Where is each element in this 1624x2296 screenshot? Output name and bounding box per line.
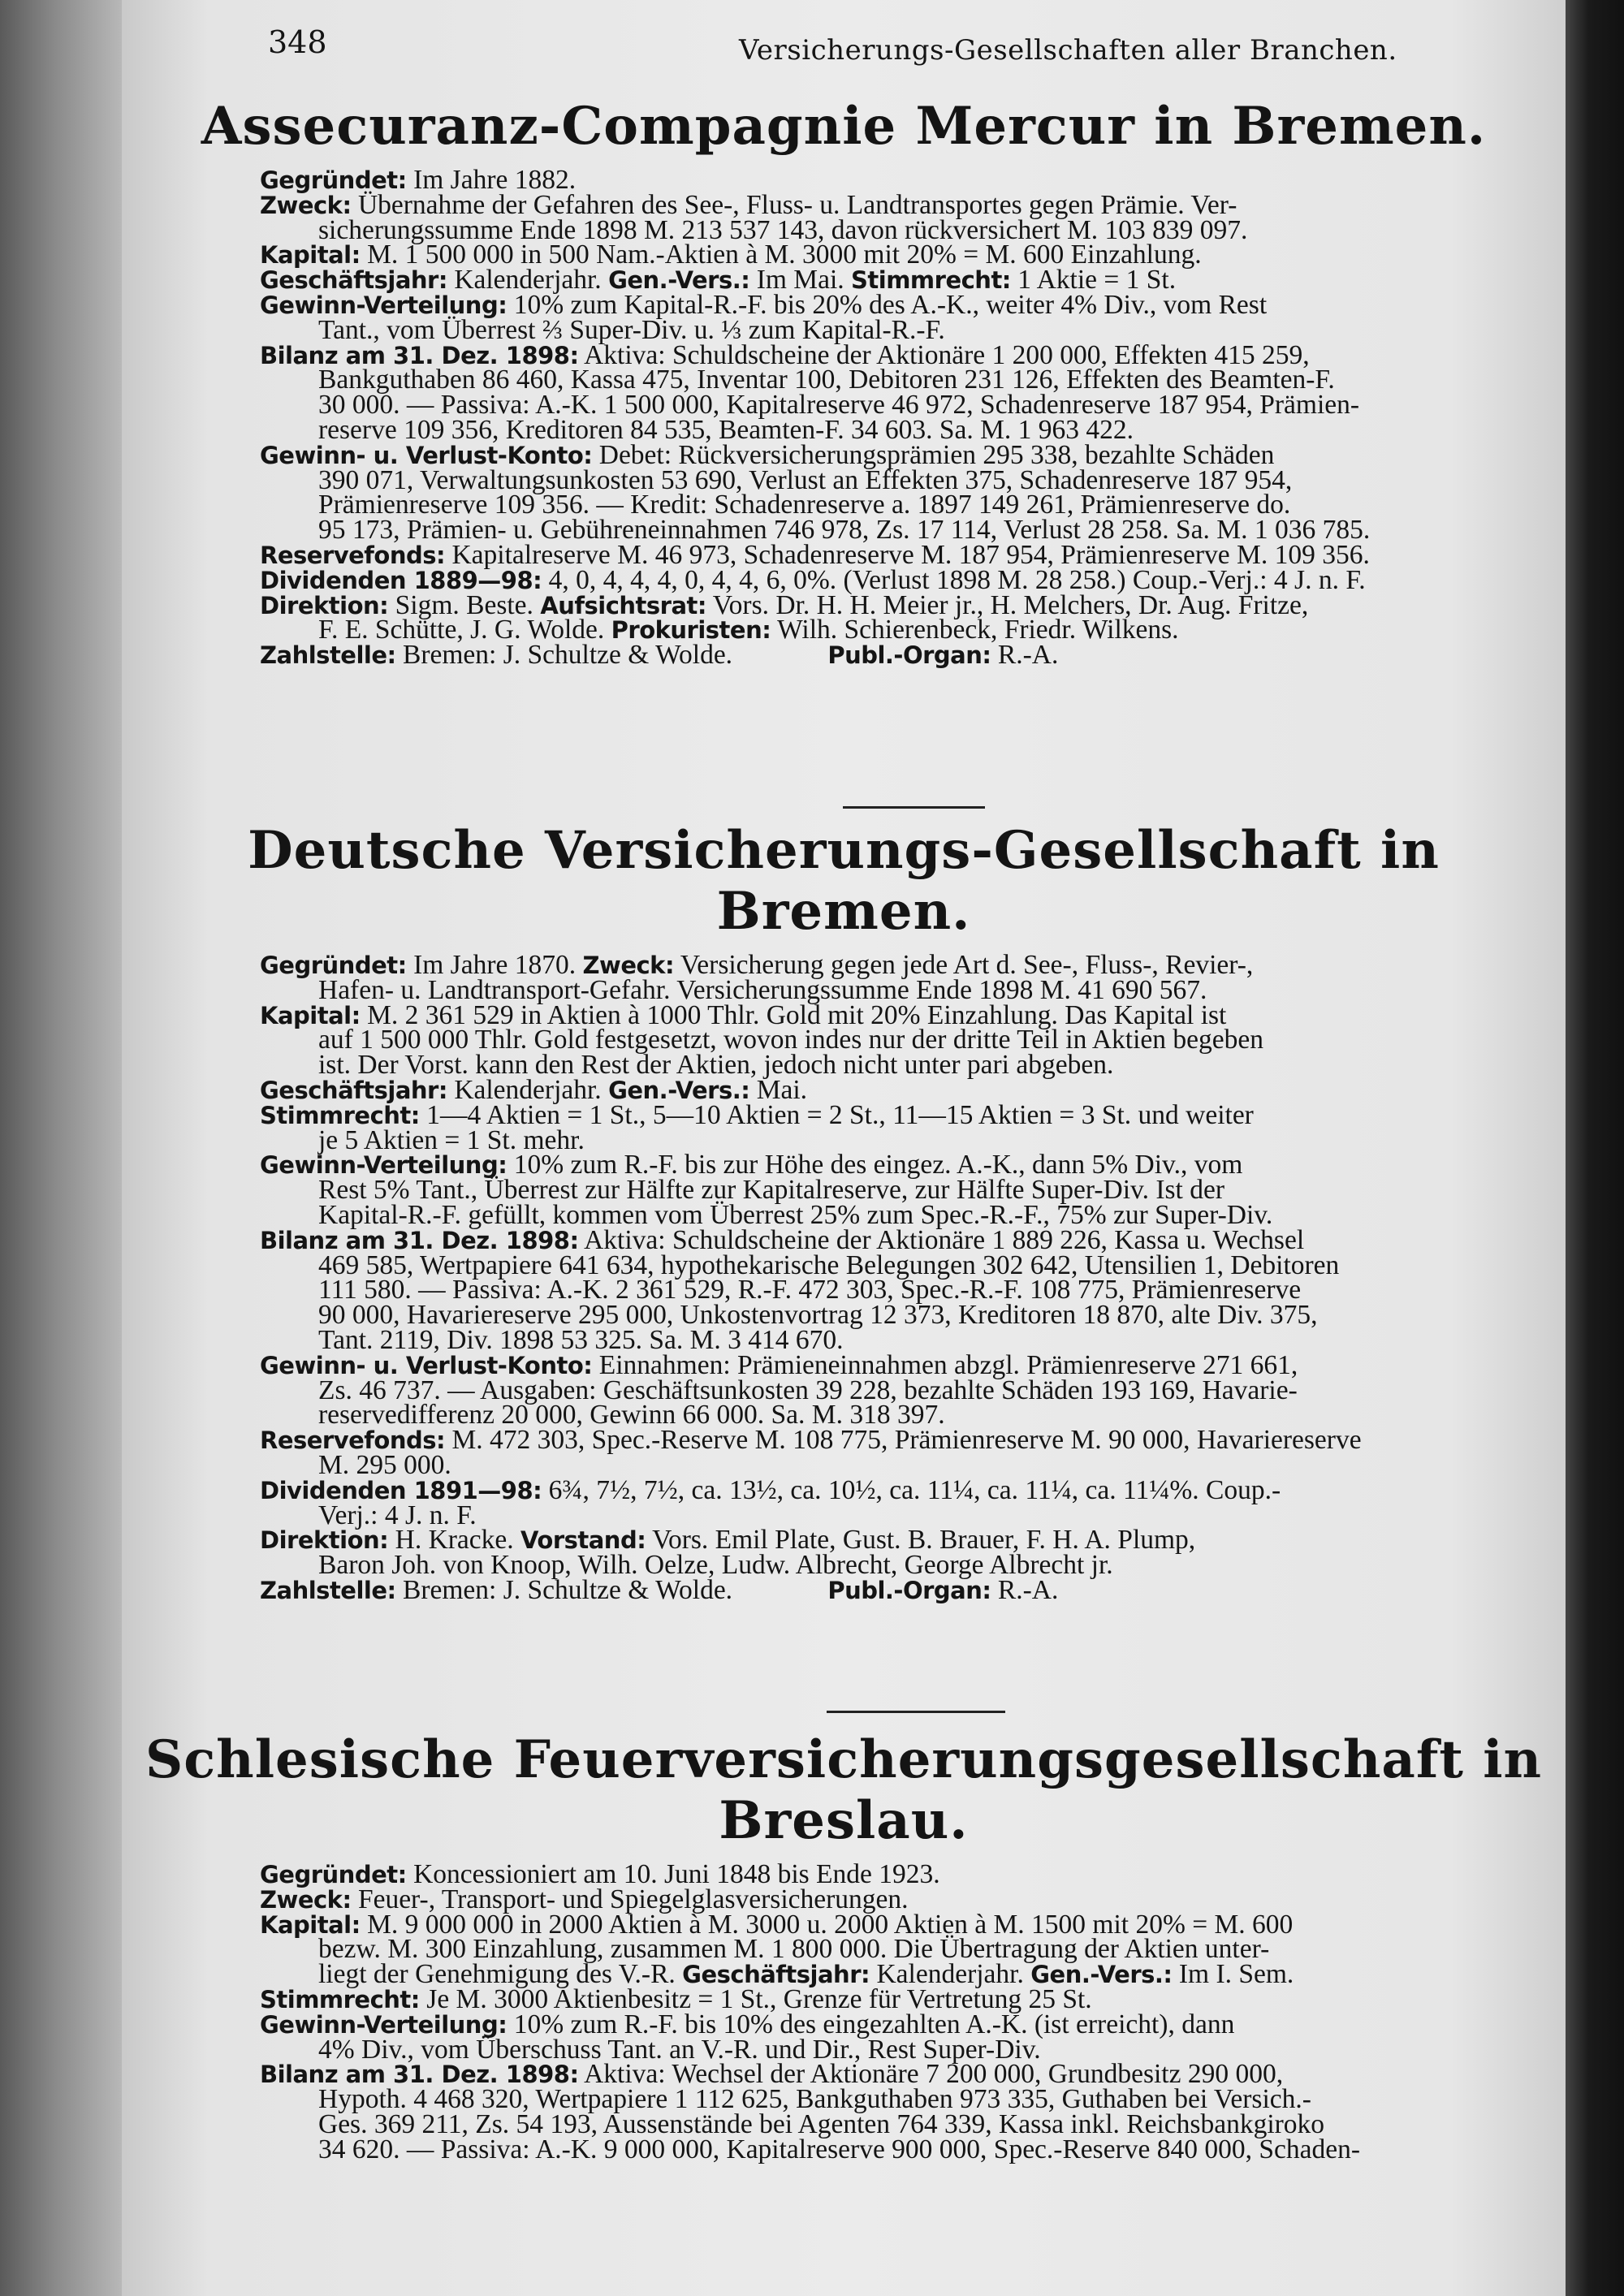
entry-text: Aktiva: Schuldscheine der Aktionäre 1 889 226, Kassa u. Wechsel 469 585, Wertpapiere 641 634, hypothekarische Belegungen 302 642, Utensilien 1, Debitoren 111 580. — Passiva: A.-K. 2 361 529, R.-F. 472 303, Spec.-R.-F. 108 775, Prämienreserve 90 000, Havariereserve 295 000, Unkostenvortrag 12 373, Kreditoren 18 870, alte Div. 375, Tant. 2119, Div. 1898 53 325. Sa. M. 3 414 670.	[318, 1224, 1340, 1355]
entry-text: Debet: Rückversicherungsprämien 295 338, bezahlte Schäden 390 071, Verwaltungsunkosten 53 690, Verlust an Effekten 375, Schadenreserve 187 954, Prämienreserve 109 356. — Kredit: Schadenreserve a. 1897 149 261, Prämienreserve do. 95 173, Prämien- u. Gebühreneinnahmen 746 978, Zs. 17 114, Verlust 28 258. Sa. M. 1 036 785.	[318, 439, 1371, 546]
entry-label: Direktion:	[260, 591, 389, 619]
entry-text: R.-A.	[991, 640, 1059, 671]
entries	[122, 950, 1566, 1605]
entry-text: R.-A.	[991, 1574, 1059, 1605]
company-section-deutsche	[122, 820, 1566, 1603]
entry-text: Feuer-, Transport- und Spiegelglasversicherungen.	[351, 1884, 909, 1914]
scan-left-margin	[0, 0, 122, 2296]
company-title: Assecuranz-Compagnie Mercur in Bremen.	[201, 96, 1487, 157]
entry-text: Kalenderjahr.	[447, 1074, 609, 1105]
entry-label: Vorstand:	[520, 1526, 646, 1555]
entry-text: 10% zum R.-F. bis zur Höhe des eingez. A.-K., dann 5% Div., vom Rest 5% Tant., Überrest zur Hälfte zur Kapitalreserve, zur Hälfte Super-Div. Ist der Kapital-R.-F. gefüllt, kommen vom Überrest 25% zum Spec.-R.-F., 75% zur Super-Div.	[318, 1150, 1273, 1230]
book-page	[122, 0, 1566, 2296]
entry-text: H. Kracke.	[388, 1525, 521, 1556]
entry-label: Zweck:	[260, 191, 352, 219]
entry	[260, 1425, 1541, 1480]
entry-text: Wilh. Schierenbeck, Friedr. Wilkens.	[771, 615, 1179, 645]
entry-label: Gen.-Vers.:	[1030, 1961, 1173, 1989]
entry-label: Prokuristen:	[611, 616, 771, 645]
entry-label: Zahlstelle:	[260, 1576, 396, 1604]
entry	[260, 999, 1541, 1081]
entry-label: Aufsichtsrat:	[540, 591, 707, 619]
entry-text: 1 Aktie = 1 St.	[1010, 265, 1177, 296]
entry-label: Zweck:	[582, 952, 675, 979]
entry	[260, 2059, 1541, 2164]
entry-text: Kapitalreserve M. 46 973, Schadenreserve M. 187 954, Prämienreserve M. 109 356.	[445, 539, 1370, 570]
entry-label: Reservefonds:	[260, 1426, 446, 1455]
entry-label: Gegründet:	[260, 166, 407, 194]
entry	[260, 1150, 1541, 1230]
entry-text: Im I. Sem.	[1172, 1959, 1294, 1990]
entry	[260, 439, 1541, 546]
scan-right-edge	[1566, 0, 1624, 2296]
entry-text: 10% zum Kapital-R.-F. bis 20% des A.-K., weiter 4% Div., vom Rest Tant., vom Überrest ⅔ Super-Div. u. ⅓ zum Kapital-R.-F.	[318, 289, 1268, 345]
entry	[260, 589, 1541, 645]
entries	[122, 165, 1566, 671]
entry-text: Im Mai.	[749, 265, 852, 296]
entry-label: Dividenden 1889—98:	[260, 566, 542, 594]
entry	[260, 950, 1541, 1005]
entry-text: M. 9 000 000 in 2000 Aktien à M. 3000 u. 2000 Aktien à M. 1500 mit 20% = M. 600 bezw. M. 300 Einzahlung, zusammen M. 1 800 000. Die Übertragung der Aktien unter- liegt der Genehmigung des V.-R.	[318, 1909, 1294, 1990]
entry-label: Stimmrecht:	[260, 1101, 420, 1129]
entry-label: Zahlstelle:	[260, 641, 396, 670]
entry	[260, 2009, 1541, 2065]
entry-text: Im Jahre 1882.	[406, 165, 577, 195]
entry-label: Gewinn- u. Verlust-Konto:	[260, 441, 593, 469]
entry	[260, 289, 1541, 345]
entry-label: Dividenden 1891—98:	[260, 1476, 542, 1504]
section-divider	[827, 1711, 1005, 1713]
entry-label: Geschäftsjahr:	[682, 1961, 870, 1989]
entry	[260, 1574, 1541, 1605]
entry-text: Übernahme der Gefahren des See-, Fluss- u. Landtransportes gegen Prämie. Ver- sicherungssumme Ende 1898 M. 213 537 143, davon rückversichert M. 103 839 097.	[318, 189, 1248, 245]
entry-text: 1—4 Aktien = 1 St., 5—10 Aktien = 2 St., 11—15 Aktien = 3 St. und weiter je 5 Aktien = 1 St. mehr.	[318, 1099, 1254, 1155]
entry-label: Bilanz am 31. Dez. 1898:	[260, 2061, 579, 2089]
entry-text: Je M. 3000 Aktienbesitz = 1 St., Grenze für Vertretung 25 St.	[419, 1983, 1092, 2014]
page-number: 348	[268, 24, 327, 60]
entry-label: Kapital:	[260, 241, 361, 270]
entry	[260, 1909, 1541, 1990]
entry-text: 10% zum R.-F. bis 10% des eingezahlten A.-K. (ist erreicht), dann 4% Div., vom Überschuss Tant. an V.-R. und Dir., Rest Super-Div.	[318, 2009, 1235, 2065]
entry-text: Bremen: J. Schultze & Wolde.	[395, 640, 828, 671]
entry-label: Bilanz am 31. Dez. 1898:	[260, 341, 579, 369]
entry-label: Kapital:	[260, 1910, 361, 1939]
entry-text: Aktiva: Wechsel der Aktionäre 7 200 000, Grundbesitz 290 000, Hypoth. 4 468 320, Wertpapiere 1 112 625, Bankguthaben 973 335, Guthaben bei Versich.- Ges. 369 211, Zs. 54 193, Aussenstände bei Agenten 764 339, Kassa inkl. Reichsbankgiroko 34 620. — Passiva: A.-K. 9 000 000, Kapitalreserve 900 000, Spec.-Reserve 840 000, Schaden-	[318, 2059, 1360, 2164]
entry-text: Sigm. Beste.	[388, 589, 541, 620]
entry-text: M. 2 361 529 in Aktien à 1000 Thlr. Gold mit 20% Einzahlung. Das Kapital ist auf 1 500 000 Thlr. Gold festgesetzt, wovon indes nur der dritte Teil in Aktien begeben ist. Der Vorst. kann den Rest der Aktien, jedoch nicht unter pari abgeben.	[318, 999, 1264, 1081]
entry-text: Koncessioniert am 10. Juni 1848 bis Ende 1923.	[406, 1859, 940, 1889]
entry-text: Vors. Emil Plate, Gust. B. Brauer, F. H. A. Plump, Baron Joh. von Knoop, Wilh. Oelze, Ludw. Albrecht, George Albrecht jr.	[318, 1525, 1196, 1581]
entry	[260, 1224, 1541, 1355]
entry	[260, 1349, 1541, 1431]
entry-label: Publ.-Organ:	[827, 641, 991, 670]
entry	[260, 189, 1541, 245]
entry-label: Direktion:	[260, 1526, 389, 1555]
entry-text: M. 1 500 000 in 500 Nam.-Aktien à M. 3000 mit 20% = M. 600 Einzahlung.	[360, 240, 1202, 270]
entry-text: Aktiva: Schuldscheine der Aktionäre 1 200 000, Effekten 415 259, Bankguthaben 86 460, Kassa 475, Inventar 100, Debitoren 231 126, Effekten des Beamten-F. 30 000. — Passiva: A.-K. 1 500 000, Kapitalreserve 46 972, Schadenreserve 187 954, Prämien- reserve 109 356, Kreditoren 84 535, Beamten-F. 34 603. Sa. M. 1 963 422.	[318, 339, 1360, 445]
entry-label: Stimmrecht:	[851, 266, 1011, 295]
entry	[260, 1474, 1541, 1530]
company-section-schlesische	[122, 1729, 1566, 2163]
entry-label: Gen.-Vers.:	[608, 266, 750, 295]
entry-text: 6¾, 7½, 7½, ca. 13½, ca. 10½, ca. 11¼, ca. 11¼, ca. 11¼%. Coup.- Verj.: 4 J. n. F.	[318, 1474, 1281, 1530]
entry-text: Kalenderjahr.	[447, 265, 609, 296]
entry-label: Geschäftsjahr:	[260, 266, 447, 295]
entry-label: Bilanz am 31. Dez. 1898:	[260, 1226, 579, 1254]
entry	[260, 1525, 1541, 1581]
entry-label: Stimmrecht:	[260, 1985, 420, 2013]
entry-label: Gewinn- u. Verlust-Konto:	[260, 1351, 593, 1379]
company-title: Schlesische Feuerversicherungsgesellschaft in Breslau.	[145, 1729, 1543, 1851]
entries	[122, 1859, 1566, 2164]
entry-label: Gegründet:	[260, 952, 407, 979]
entry	[260, 1099, 1541, 1155]
entry-label: Kapital:	[260, 1001, 361, 1029]
running-head-title: Versicherungs-Gesellschaften aller Branchen.	[739, 34, 1397, 67]
entry-label: Gegründet:	[260, 1861, 407, 1888]
entry-text: Im Jahre 1870.	[406, 950, 583, 980]
company-title: Deutsche Versicherungs-Gesellschaft in Bremen.	[248, 820, 1440, 942]
entry-label: Geschäftsjahr:	[260, 1076, 447, 1104]
entry-label: Gewinn-Verteilung:	[260, 1151, 508, 1180]
entry	[260, 640, 1541, 671]
entry-label: Gewinn-Verteilung:	[260, 291, 508, 319]
section-divider	[843, 806, 985, 809]
company-section-mercur	[122, 96, 1566, 671]
entry-text: Einnahmen: Prämieneinnahmen abzgl. Prämienreserve 271 661, Zs. 46 737. — Ausgaben: Geschäftsunkosten 39 228, bezahlte Schäden 193 169, Havarie- reservedifferenz 20 000, Gewinn 66 000. Sa. M. 318 397.	[318, 1349, 1298, 1431]
entry-label: Gewinn-Verteilung:	[260, 2010, 508, 2039]
entry-text: Bremen: J. Schultze & Wolde.	[395, 1574, 828, 1605]
entry-label: Gen.-Vers.:	[608, 1076, 750, 1104]
running-head	[268, 24, 1624, 73]
entry-text: Vors. Dr. H. H. Meier jr., H. Melchers, Dr. Aug. Fritze, F. E. Schütte, J. G. Wolde.	[318, 589, 1309, 645]
entry-text: Kalenderjahr.	[870, 1959, 1031, 1990]
entry-text: Mai.	[749, 1074, 808, 1105]
entry-label: Publ.-Organ:	[827, 1576, 991, 1604]
entry	[260, 339, 1541, 445]
entry-label: Zweck:	[260, 1885, 352, 1914]
entry-text: Versicherung gegen jede Art d. See-, Fluss-, Revier-, Hafen- u. Landtransport-Gefahr. Versicherungssumme Ende 1898 M. 41 690 567.	[318, 950, 1254, 1005]
entry-label: Reservefonds:	[260, 541, 446, 569]
entry-text: 4, 0, 4, 4, 4, 0, 4, 4, 6, 0%. (Verlust 1898 M. 28 258.) Coup.-Verj.: 4 J. n. F.	[542, 564, 1366, 595]
entry-text: M. 472 303, Spec.-Reserve M. 108 775, Prämienreserve M. 90 000, Havariereserve M. 295 000.	[318, 1425, 1362, 1480]
